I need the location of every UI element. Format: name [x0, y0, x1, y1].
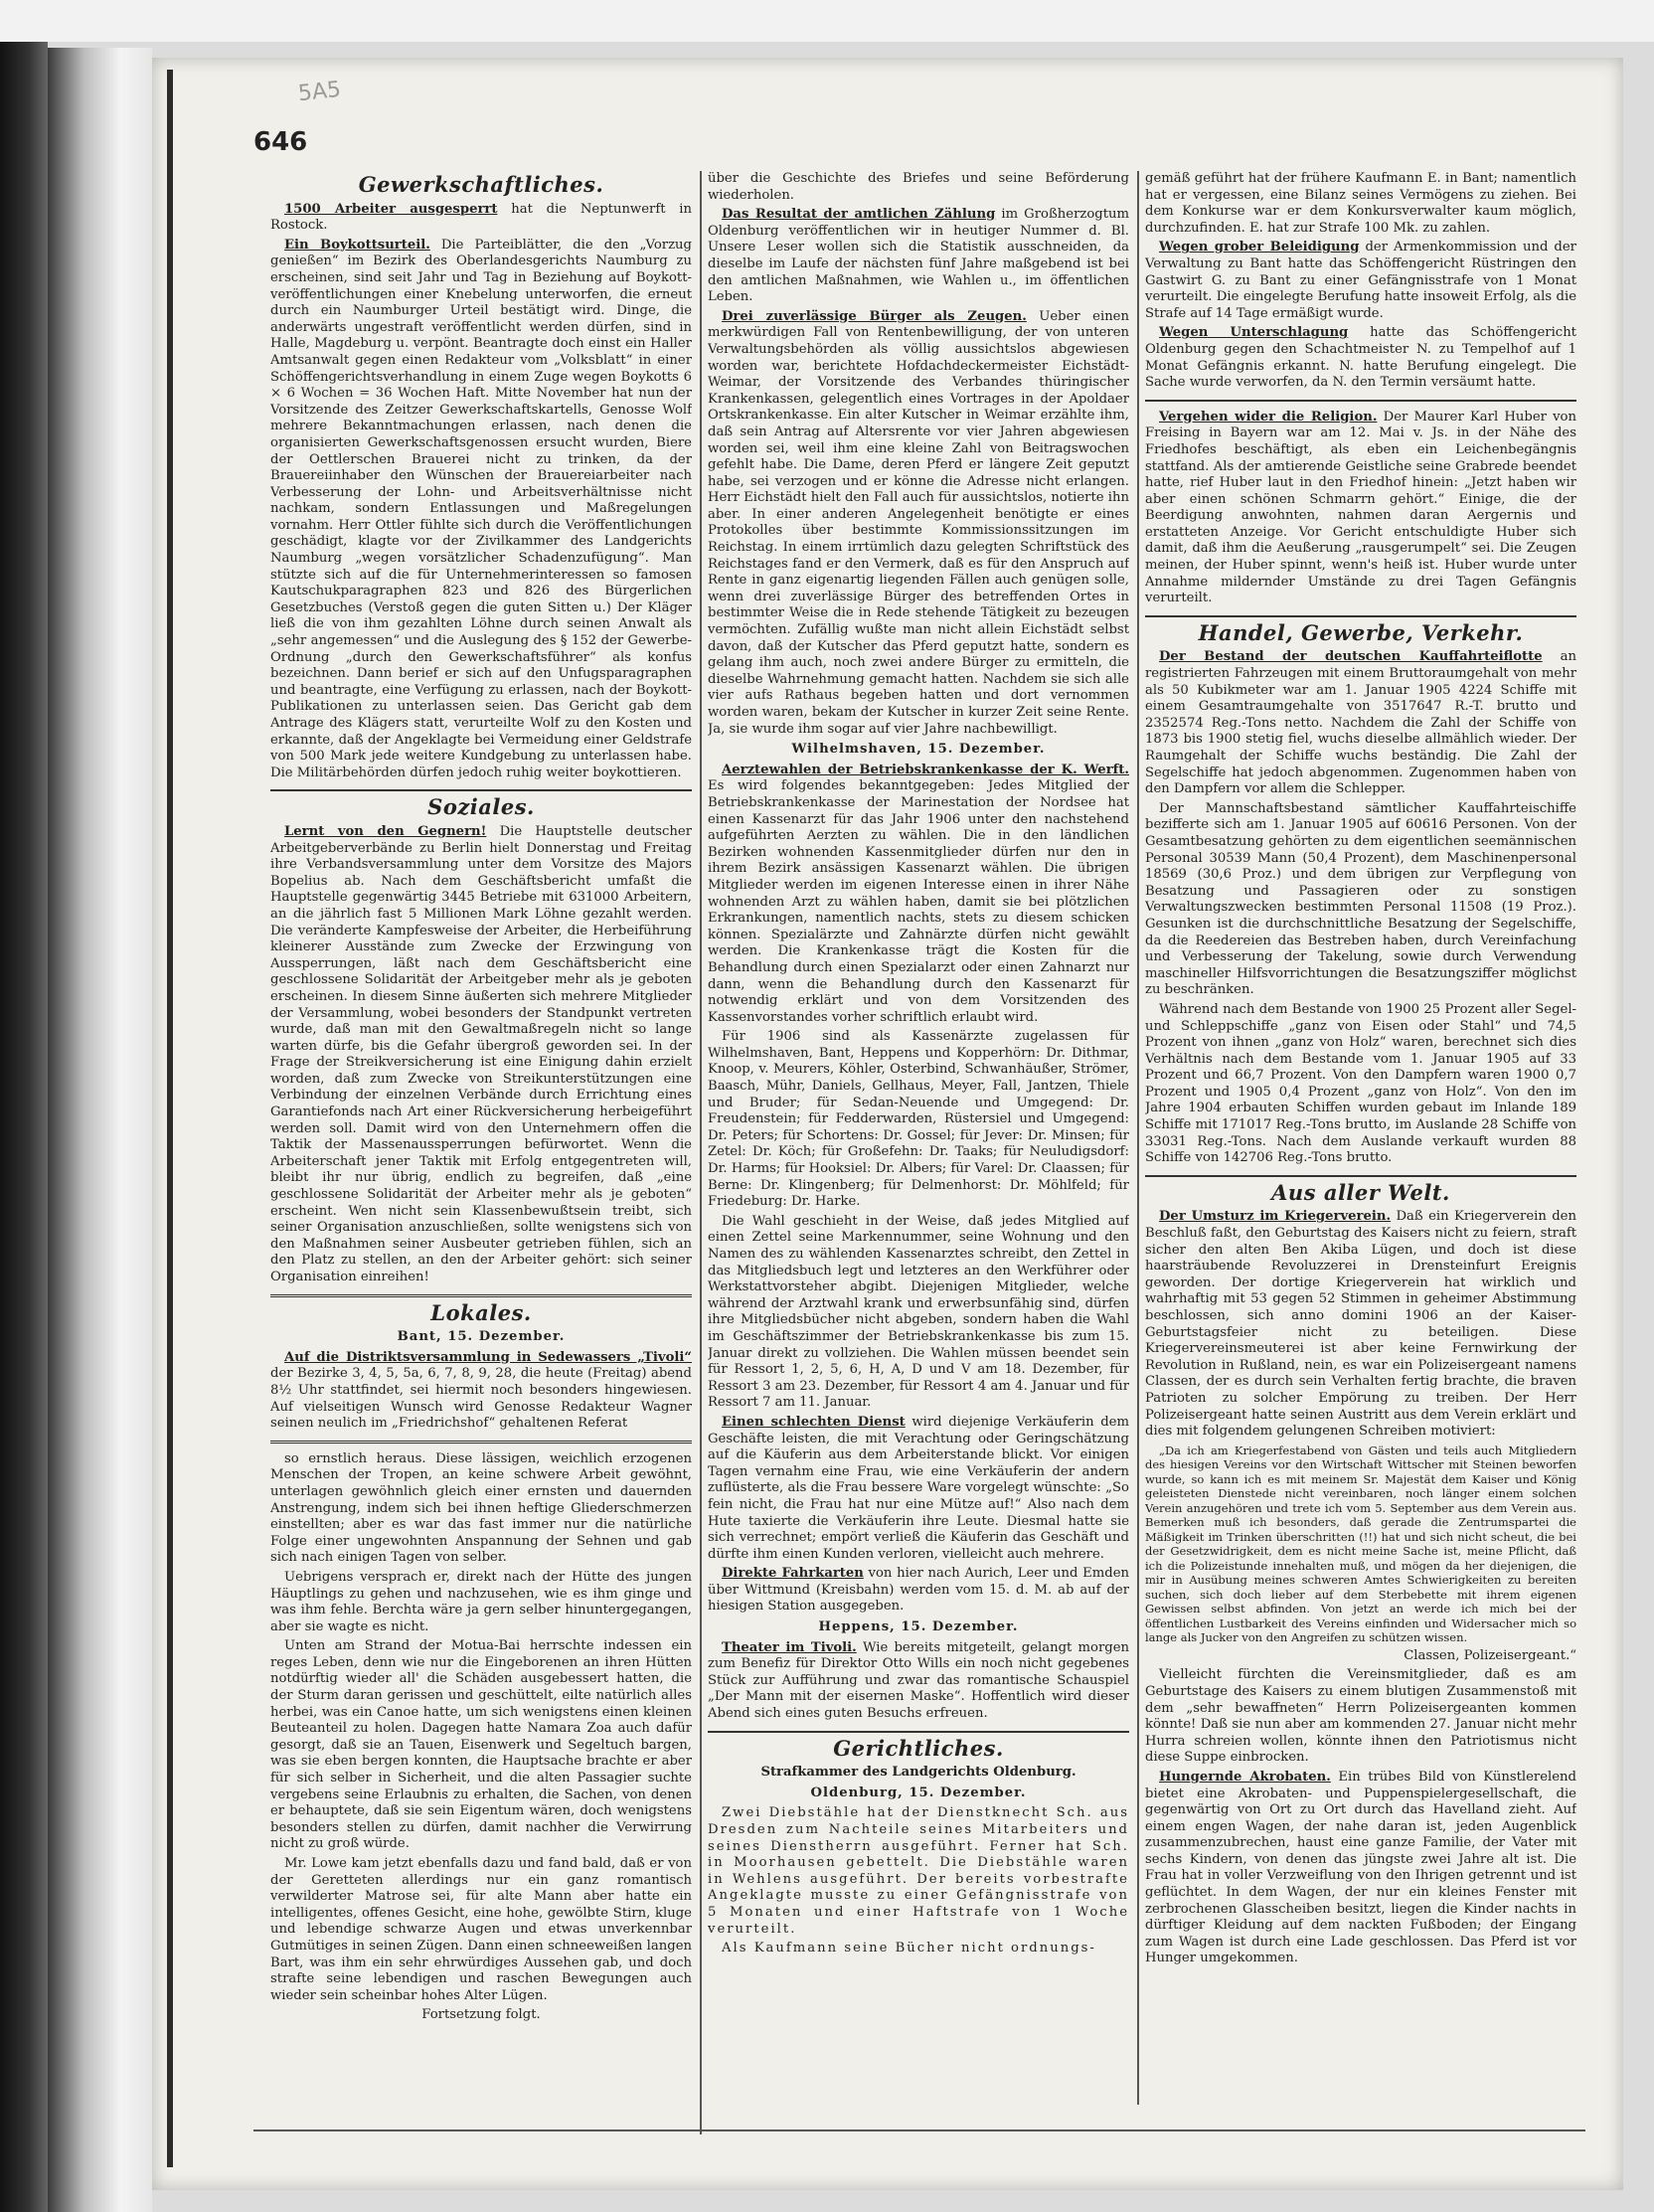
article-text: Ueber einen merkwürdigen Fall von Rentenbewilligung, der von unteren Verwaltungsbehörden als völlig aussichtslos abgewiesen worden war, berichtete Hofdachdeckermeister Eichstädt-Weimar, der Vorsitzende des Verbandes thüringischer Krankenkassen, gelegentlich eines Vortrages in der Apoldaer Ortskrankenkasse. Ein alter Kutscher in Weimar erzählte ihm, daß sein Antrag auf Altersrente vor vier Jahren abgewiesen worden sei, weil ihm eine kleine Zahl von Beitragswochen gefehlt habe. Die Dame, deren Pferd er längere Zeit geputzt habe, sei verzogen und er könne die Adresse nicht erlangen. Herr Eichstädt hielt den Fall auch für aussichtslos, notierte ihn aber. In einer anderen Angelegenheit benötigte er eines Protokolles über bestimmte Kommissionssitzungen im Reichstag. In einem irrtümlich dazu gelegten Schriftstück des Reichstages fand er den Vermerk, daß es für den Anspruch auf Rente in ganz eigenartig liegenden Fällen auch genügen solle, wenn drei zuverlässige Bürger des betreffenden Ortes in bestimmter Weise die in Rede stehende Tätigkeit zu bezeugen vermöchten. Zufällig wußte man nicht allein Eichstädt selbst davon, daß der Kutscher das Pferd geputzt hatte, sondern es gelang ihm auch, noch zwei andere Bürger zu ermitteln, die dieselbe Wahrnehmung gemacht hatten. Nachdem sie sich alle vier aufs Rathaus begeben hatten und dort vernommen worden waren, bekam der Kutscher in kurzer Zeit seine Rente. Ja, sie wurde ihm sogar auf vier Jahre nachbewilligt. — [708, 308, 1129, 737]
article-schlechter-dienst — [708, 1415, 1129, 1563]
article-kriegerverein — [1145, 1209, 1576, 1440]
section-divider — [1145, 615, 1576, 617]
article-text: Der Mannschaftsbestand sämtlicher Kauffahrteischiffe bezifferte sich am 1. Januar 1905 auf 60616 Personen. Von der Gesamtbesatzung gehörten zu dem eigentlichen seemännischen Personal 30539 Mann (50,4 Prozent), dem Maschinenpersonal 18569 (30,6 Proz.) und dem übrigen zur Verpflegung von Besatzung und Passagieren oder zu sonstigen Verwaltungszwecken bestimmten Personal 11508 (19 Proz.). Gesunken ist die durchschnittliche Besatzung der Segelschiffe, da die Reedereien das Bestreben haben, durch Vereinfachung und Verbesserung der Takelung, sowie durch Verwendung maschineller Hilfsvorrichtungen die Besatzungsziffer möglichst zu beschränken. — [1145, 800, 1576, 998]
article-lernt-von-den-gegnern — [270, 824, 692, 1286]
article-theater — [708, 1640, 1129, 1723]
top-strip — [0, 0, 1654, 42]
article-akrobaten — [1145, 1770, 1576, 1967]
article-kicker: Einen schlechten Dienst — [722, 1414, 906, 1430]
article-kicker: Wegen grober Beleidigung — [1159, 240, 1360, 255]
article-kicker: Auf die Distriktsversammlung in Sedewassers „Tivoli“ — [284, 1349, 692, 1365]
section-divider — [270, 789, 692, 791]
dateline-oldenburg: Oldenburg, 15. Dezember. — [810, 1785, 1027, 1800]
article-kicker: Das Resultat der amtlichen Zählung — [722, 207, 996, 223]
section-title-gewerkschaftliches: Gewerkschaftliches. — [358, 172, 604, 197]
article-fahrkarten — [708, 1566, 1129, 1616]
section-divider — [1145, 1175, 1576, 1177]
feuilleton-divider — [270, 1441, 692, 1444]
scan-left-shadow — [0, 42, 48, 2212]
dateline-heppens: Heppens, 15. Dezember. — [818, 1619, 1019, 1635]
article-diebstaehle: Zwei Diebstähle hat der Dienstknecht Sch. aus Dresden zum Nachteile seines Mitarbeiters und seines Dienstherrn ausgeführt. Ferner hat Sch. in Moorhausen gebettelt. Die Diebstähle waren in Wehlens ausgeführt. Der bereits vorbestrafte Angeklagte musste zu einer Gefängnisstrafe von 5 Monaten und einer Haftstrafe von 1 Woche verurteilt. — [708, 1805, 1129, 1937]
section-title-lokales: Lokales. — [430, 1299, 532, 1325]
article-kicker: Ein Boykottsurteil. — [284, 237, 430, 253]
article-text: hat die Neptunwerft in Rostock. — [270, 201, 692, 234]
article-text: Die Wahl geschieht in der Weise, daß jedes Mitglied auf einen Zettel seine Markennummer, seine Wohnung und den Namen des zu wählenden Kassenarztes schreibt, den Zettel in das Mitgliedsbuch legt und letzteres an den Werkführer oder Werkstattvorsteher abgibt. Diejenigen Mitglieder, welche während der Arztwahl krank und erwerbsunfähig sind, dürfen ihre Mitgliedsbücher nicht abgeben, sondern haben die Wahl im Geschäftszimmer der Betriebskrankenkasse bis zum 15. Januar direkt zu vollziehen. Die Wahlen müssen beendet sein für Ressort 1, 2, 5, 6, H, A, D und V am 18. Dezember, für Ressort 3 am 23. Dezember, für Ressort 4 am 4. Januar und für Ressort 7 am 11. Januar. — [708, 1213, 1129, 1411]
section-title-gerichtliches: Gerichtliches. — [833, 1735, 1004, 1761]
dateline-wilhelmshaven: Wilhelmshaven, 15. Dezember. — [791, 742, 1046, 758]
article-text: Daß ein Kriegerverein den Beschluß faßt, den Geburtstag des Kaisers nicht zu feiern, straft sicher den alten Ben Akiba Lügen, und doch ist diese haarsträubende Revoluzzerei in Drensteinfurt Ereignis geworden. Der dortige Kriegerverein hat wirklich und wahrhaftig mit 53 gegen 52 Stimmen in geheimer Abstimmung beschlossen, sich anno domini 1906 an der Kaiser-Geburtstagsfeier nicht zu beteiligen. Diese Kriegervereinsmeuterei ist aber keine Fernwirkung der Revolution in Rußland, nein, es war ein Polizeisergeant namens Classen, der es durch sein Verhalten fertig brachte, die braven Patrioten zu solcher Empörung zu treiben. Der Herr Polizeisergeant hatte seinen Austritt aus dem Verein erklärt und dies mit folgendem gelungenen Schreiben motiviert: — [1145, 1209, 1576, 1440]
article-kicker: Lernt von den Gegnern! — [284, 823, 487, 839]
article-kaufmann: Als Kaufmann seine Bücher nicht ordnungs- — [722, 1941, 1096, 1957]
article-text: hatte das Schöffengericht Oldenburg gegen den Schachtmeister N. zu Tempelhof auf 1 Monat Gefängnis erkannt. N. hatte Berufung eingelegt. Die Sache wurde verworfen, da N. den Termin versäumt hatte. — [1145, 325, 1576, 391]
article-zaehlung — [708, 207, 1129, 306]
article-kicker: Theater im Tivoli. — [722, 1639, 857, 1655]
article-text: Der Maurer Karl Huber von Freising in Bayern war am 12. Mai v. Js. in der Nähe des Friedhofes beschäftigt, als eben ein Leichenbegängnis stattfand. Als der amtierende Geistliche seine Grabrede beendet hatte, rief Huber laut in den Friedhof hinein: „Jetzt haben wir aber einen schönen Schmarrn gehört.“ Einige, die der Beerdigung anwohnten, nahmen daran Aergernis und erstatteten Anzeige. Vor Gericht entschuldigte Huber sich damit, daß ihm die Aeußerung „rausgerumpelt“ sei. Die Zeugen meinen, der Huber spinnt, wenn's heiß ist. Huber wurde unter Annahme mildernder Umstände zu drei Tagen Gefängnis verurteilt. — [1145, 409, 1576, 606]
article-religion — [1145, 410, 1576, 607]
continuation-note: Fortsetzung folgt. — [421, 2007, 541, 2023]
article-kicker: Aerztewahlen der Betriebskrankenkasse der K. Werft. — [722, 762, 1129, 777]
article-text: an registrierten Fahrzeugen mit einem Bruttoraumgehalt von mehr als 50 Kubikmeter war am 1. Januar 1905 4224 Schiffe mit einem Gesamtraumgehalte von 3517647 R.-T. brutto und 2352574 Reg.-Tons netto. Nachdem die Zahl der Schiffe von 1873 bis 1900 stetig fiel, wuchs dieselbe allmählich wieder. Der Raumgehalt der Schiffe wuchs beständig. Die Zahl der Segelschiffe hat jedoch abgenommen. Zugenommen haben von den Dampfern vor allem die Schlepper. — [1145, 649, 1576, 797]
article-kicker: Der Umsturz im Kriegerverein. — [1159, 1209, 1392, 1225]
court-subheading: Strafkammer des Landgerichts Oldenburg. — [760, 1765, 1076, 1781]
letter-signature: Classen, Polizeisergeant.“ — [1404, 1647, 1576, 1663]
article-unterschlagung — [1145, 325, 1576, 391]
dateline-bant: Bant, 15. Dezember. — [397, 1329, 566, 1345]
section-divider — [1145, 400, 1576, 402]
article-kicker: 1500 Arbeiter ausgesperrt — [284, 201, 498, 217]
column-3 — [1145, 171, 1576, 2120]
library-stamp: 5A5 — [296, 77, 343, 107]
article-text: Die Parteiblätter, die den „Vorzug genießen“ im Bezirk des Oberlandesgerichts Naumburg zu erscheinen, sind seit Jahr und Tag in Beziehung auf Boykott-veröffentlichungen einer Knebelung unterworfen, die erneut durch ein Naumburger Urteil bestätigt wird. Dinge, die anderwärts ungestraft veröffentlicht werden dürfen, sind in Halle, Magdeburg u. verpönt. Beantragte doch einst ein Haller Amtsanwalt gegen einen Redakteur vom „Volksblatt“ in einer Schöffengerichtsverhandlung in einem Zuge wegen Boykotts 6 × 6 Wochen = 36 Wochen Haft. Mitte November hat nun der Vorsitzende des Zeitzer Gewerkschaftskartells, Genosse Wolf mehrere Bekanntmachungen erlassen, nach denen die organisierten Gewerkschaftsgenossen ersucht wurden, Biere der Oettlerschen Brauerei nicht zu trinken, da der Brauereiinhaber den Wünschen der Brauereiarbeiter nach Verbesserung der Lohn- und Arbeitsverhältnisse nicht nachkam, sondern Entlassungen und Maßregelungen vornahm. Herr Ottler fühlte sich durch die Veröffentlichungen geschädigt, klagte vor der Zivilkammer des Landgerichts Naumburg „wegen vorsätzlicher Schadenzufügung“. Man stützte sich auf die für Unternehmerinteressen so famosen Kautschukparagraphen 823 und 826 des Bürgerlichen Gesetzbuches (Verstoß gegen die guten Sitten u.) Der Kläger ließ die von ihm gezahlten Löhne durch seinen Anwalt als „sehr angemessen“ und die Auslegung des § 152 der Gewerbe-Ordnung „durch den Gewerkschaftsführer“ als konfus bezeichnen. Dann berief er sich auf den Unfugsparagraphen und beantragte, eine Verfügung zu erlassen, nach der Boykott-Publikationen zu unterlassen seien. Das Gericht gab dem Antrage des Klägers statt, verurteilte Wolf zu den Kosten und erkannte, daß der Angeklagte bei Vermeidung einer Geldstrafe von 500 Mark jede weitere Kundgebung zu unterlassen habe. Die Militärbehörden dürfen jedoch ruhig weiter boykottieren. — [270, 237, 692, 780]
column-1 — [270, 171, 692, 2120]
article-text: Vielleicht fürchten die Vereinsmitglieder, daß es am Geburtstage des Kaisers zu einem blutigen Zusammenstoß mit dem „sehr bewaffneten“ Herrn Polizeisergeanten kommen könnte! Daß sie nun aber am kommenden 27. Januar nicht mehr Hurra schreien wollen, könnte ihnen den Patriotismus nicht diese Suppe einbrocken. — [1145, 1667, 1576, 1766]
feuilleton-paragraph: Uebrigens versprach er, direkt nach der Hütte des jungen Häuptlings zu gehen und nachzusehen, wie es ihm ginge und was ihm fehle. Berchta wäre ja gern selber hinuntergegangen, aber sie wagte es nicht. — [270, 1569, 692, 1634]
article-kicker: Wegen Unterschlagung — [1159, 325, 1349, 341]
section-divider — [270, 1294, 692, 1297]
article-text: Die Hauptstelle deutscher Arbeitgeberverbände zu Berlin hielt Donnerstag und Freitag ihre Verbandsversammlung unter dem Vorsitze des Majors Bopelius ab. Nach dem Geschäftsbericht umfaßt die Hauptstelle gegenwärtig 3445 Betriebe mit 631000 Arbeitern, an die jährlich fast 5 Millionen Mark Löhne gezahlt werden. Die veränderte Kampfesweise der Arbeiter, die Herbeiführung kleinerer Ausstände zum Zwecke der Erzwingung von Aussperrungen, läßt nach dem Geschäftsbericht eine geschlossene Solidarität der Arbeitgeber mehr als je geboten erscheinen. In diesem Sinne äußerten sich mehrere Mitglieder der Versammlung, wobei besonders der Standpunkt vertreten wurde, daß man mit den Gewaltmaßregeln nicht so lange warten dürfe, bis die Gefahr übergroß geworden sei. In der Frage der Streikversicherung ist eine Einigung dahin erzielt worden, daß zum Zwecke von Streikunterstützungen eine Verbindung der einzelnen Verbände durch Errichtung eines Garantiefonds nach Art einer Rückversicherung herbeigeführt werden soll. Damit wird von den Unternehmern offen die Taktik der Massenaussperrungen befürwortet. Wenn die Arbeiterschaft jener Taktik mit Erfolg entgegentreten will, bleibt ihr nur übrig, endlich zu begreifen, daß „eine geschlossene Solidarität der Arbeiter mehr als je geboten“ erscheint. Wen nicht sein Klassenbewußtsein treibt, sich seiner Organisation anzuschließen, sollte wenigstens sich von den Maßnahmen seiner Ausbeuter getrieben fühlen, sich an den Platz zu stellen, an den der Arbeiter gehört: sich seiner Organisation einreihen! — [270, 823, 692, 1284]
section-title-soziales: Soziales. — [427, 794, 535, 820]
article-text: wird diejenige Verkäuferin dem Geschäfte leisten, die mit Verachtung oder Geringschätzung auf die Käuferin aus dem Arbeiterstande blickt. Vor einigen Tagen vernahm eine Frau, wie eine Verkäuferin der andern zuflüsterte, als die Frau bessere Ware vorgelegt wünschte: „So fein nicht, die Frau hat nur eine Mütze auf!“ Also nach dem Hute taxierte die Verkäuferin ihre Leute. Diesmal hatte sie sich verrechnet; empört verließ die Käuferin das Geschäft und dürfte ihm einen Kunden verloren, vielleicht auch mehrere. — [708, 1414, 1129, 1562]
article-kicker: Hungernde Akrobaten. — [1159, 1769, 1331, 1785]
article-aerztewahlen — [708, 763, 1129, 1027]
article-text: im Großherzogtum Oldenburg veröffentlichen wir in heutiger Nummer d. Bl. Unsere Leser wollen sich die Statistik ausschneiden, da dieselbe im Laufe der nächsten fünf Jahre maßgebend ist bei den amtlichen Maßnahmen, wie Wahlen u., im öffentlichen Leben. — [708, 207, 1129, 305]
article-kicker: Der Bestand der deutschen Kauffahrteiflotte — [1159, 649, 1543, 665]
article-text: Ein trübes Bild von Künstlerelend bietet eine Akrobaten- und Puppenspielergesellschaft, die gegenwärtig von Ort zu Ort durch das Havelland zieht. Auf einem engen Wagen, der nahe daran ist, jeden Augenblick zusammenzubrechen, haust eine ganze Familie, der Vater mit sechs Kindern, von denen das jüngste zwei Jahre alt ist. Die Frau hat in voller Verzweiflung von den Ihrigen getrennt und ist geflüchtet. In dem Wagen, der nur ein kleines Fenster mit zerbrochenen Glasscheiben besitzt, liegen die Kinder nachts in dürftiger Kleidung auf dem nackten Fußboden; der Eingang zum Wagen ist durch eine Lade geschlossen. Das Pferd ist vor Hunger umgekommen. — [1145, 1769, 1576, 1966]
article-text: der Bezirke 3, 4, 5, 5a, 6, 7, 8, 9, 28, die heute (Freitag) abend 8½ Uhr stattfindet, sei hiermit noch besonders hingewiesen. Auf vielseitigen Wunsch wird Genosse Redakteur Wagner seinen neulich im „Friedrichshof“ gehaltenen Referat — [270, 1366, 692, 1432]
article-neptunwerft — [270, 202, 692, 235]
article-text: Wie bereits mitgeteilt, gelangt morgen zum Benefiz für Direktor Otto Wills ein noch nicht gegebenes Stück zur Aufführung und zwar das romantische Schauspiel „Der Mann mit der eisernen Maske“. Hoffentlich wird dieser Abend sich eines guten Besuchs erfreuen. — [708, 1639, 1129, 1722]
article-text: der Armenkommission und der Verwaltung zu Bant hatte das Schöffengericht Rüstringen den Gastwirt G. zu Bant zu einer Gefängnisstrafe von 1 Monat verurteilt. Die eingelegte Berufung hatte insoweit Erfolg, als die Strafe auf 14 Tage ermäßigt wurde. — [1145, 240, 1576, 321]
article-text: von hier nach Aurich, Leer und Emden über Wittmund (Kreisbahn) werden vom 15. d. M. ab auf der hiesigen Station ausgegeben. — [708, 1566, 1129, 1615]
article-text: Für 1906 sind als Kassenärzte zugelassen für Wilhelmshaven, Bant, Heppens und Kopperhörn: Dr. Dithmar, Knoop, v. Meurers, Köhler, Osterbind, Schwanhäußer, Strömer, Baasch, Mühr, Daniels, Gellhaus, Meyer, Fall, Jantzen, Thiele und Bruder; für Sedan-Neuende und Umgegend: Dr. Freudenstein; für Fedderwarden, Rüstersiel und Umgegend: Dr. Peters; für Schortens: Dr. Gossel; für Jever: Dr. Minsen; für Zetel: Dr. Köch; für Großefehn: Dr. Taaks; für Neuludigsdorf: Dr. Harms; für Hooksiel: Dr. Albers; für Varel: Dr. Claassen; für Berne: Dr. Klingenberg; für Delmenhorst: Dr. Möhlfeld; für Friedeburg: Dr. Harke. — [708, 1029, 1129, 1210]
feuilleton-paragraph: so ernstlich heraus. Diese lässigen, weichlich erzogenen Menschen der Tropen, an keine schwere Arbeit gewöhnt, unterlagen gewöhnlich gleich einer ernsten und dauernden Anstrengung, indem sich bei ihnen heftige Gliederschmerzen einstellten; aber es war das fast immer nur die natürliche Folge einer ungewohnten Anspannung der Sehnen und gab sich nach einigen Tagen von selber. — [270, 1450, 692, 1566]
article-kicker: Direkte Fahrkarten — [722, 1566, 864, 1582]
page-number: 646 — [253, 127, 308, 157]
article-drei-buerger — [708, 309, 1129, 738]
scan-binding — [48, 48, 152, 2212]
column-2 — [708, 171, 1129, 2159]
column-rule-1 — [700, 171, 702, 2134]
article-kauffahrteiflotte — [1145, 649, 1576, 797]
section-divider — [708, 1731, 1129, 1733]
quoted-letter: „Da ich am Kriegerfestabend von Gästen und teils auch Mitgliedern des hiesigen Vereins vor den Wirtschaft Wittscher mit Steinen beworfen wurde, so kann ich es mit meinem Sr. Majestät dem Kaiser und König geleisteten Dienstede nicht vereinbaren, noch länger einem solchen Verein anzugehören und trete ich vom 5. September aus dem Verein aus. Bemerken muß ich besonders, daß gerade die Zentrumspartei die Mäßigkeit im Trinken überschritten (!!) hat und sich nicht scheut, die bei der Gesetzwidrigkeit, dem es nicht meine Sache ist, meine Pflicht, daß ich die Polizeistunde innehalten muß, und mögen da her diejenigen, die mir in Ausübung meines schweren Amtes Schwierigkeiten zu bereiten suchen, sich doch lieber auf dem Sterbebette mit ihrem eigenen Gewissen selbst abfinden. Von jetzt an werde ich mich bei der öffentlichen Lustbarkeit des Vereins einfinden und Widersacher mich so lange als Jucker von den Angreifen zu schützen wissen. — [1145, 1443, 1576, 1645]
article-text: Es wird folgendes bekanntgegeben: Jedes Mitglied der Betriebskrankenkasse der Marinestation der Nordsee hat einen Kassenarzt für das Jahr 1906 unter den nachstehend aufgeführten Aerzten zu wählen. Die in den ländlichen Bezirken wohnenden Kassenmitglieder dürfen nur den in ihrem Bezirk ansässigen Kassenarzt wählen. Die übrigen Mitglieder werden im eigenen Interesse einen in ihrer Nähe wohnenden Arzt zu wählen haben, damit sie bei plötzlichen Erkrankungen, namentlich nachts, stets zu diesem schicken können. Spezialärzte und Zahnärzte dürfen nicht gewählt werden. Die Krankenkasse trägt die Kosten für die Behandlung durch einen Spezialarzt oder einen Zahnarzt nur dann, wenn die Behandlung durch den Kassenarzt für notwendig erklärt und von dem Vorsitzenden des Kassenvorstandes vorher schriftlich erlaubt wird. — [708, 778, 1129, 1025]
article-kicker: Drei zuverlässige Bürger als Zeugen. — [722, 308, 1027, 324]
feuilleton-paragraph: Unten am Strand der Motua-Bai herrschte indessen ein reges Leben, denn wie nur die Eingeborenen an ihren Hütten notdürftig wieder all' die Schäden ausgebessert hatten, die der Sturm daran gerissen und geschüttelt, eilte natürlich alles herbei, was ein Canoe hatte, um sich wenigstens einen kleinen Beuteanteil zu holen. Dagegen hatte Namara Zoa auch dafür gesorgt, daß sie an Tauen, Eisenwerk und Segeltuch bargen, was sie eben bergen konnten, die Hauptsache brachte er aber für sich selber in Sicherheit, und die alten Passagier suchte vergebens seine Erlaubnis zu erhalten, die Sachen, von denen er behauptete, daß sie sein Eigentum wären, doch wenigstens besonders stellen zu dürfen, damit nachher die Verwirrung nicht zu groß würde. — [270, 1638, 692, 1852]
article-kicker: Vergehen wider die Religion. — [1159, 409, 1378, 425]
page-left-border — [167, 70, 173, 2167]
article-continuation: über die Geschichte des Briefes und seine Beförderung wiederholen. — [708, 171, 1129, 203]
article-text: Während nach dem Bestande von 1900 25 Prozent aller Segel- und Schleppschiffe „ganz von Eisen oder Stahl“ und 74,5 Prozent von ihnen „ganz von Holz“ waren, berechnet sich dies Verhältnis nach dem Bestande vom 1. Januar 1905 auf 33 Prozent und 66,7 Prozent. Von den Dampfern waren 1900 0,7 Prozent und 1905 0,4 Prozent „ganz von Holz“. Von den im Jahre 1904 erbauten Schiffen wurden gebaut im Inlande 189 Schiffe mit 171017 Reg.-Tons brutto, im Auslande 28 Schiffe von 33031 Reg.-Tons. Nach dem Auslande verkauft wurden 88 Schiffe von 142706 Reg.-Tons brutto. — [1145, 1001, 1576, 1166]
column-rule-2 — [1137, 171, 1139, 2105]
article-boykottsurteil — [270, 238, 692, 782]
article-continuation: gemäß geführt hat der frühere Kaufmann E. in Bant; namentlich hat er vergessen, eine Bilanz seines Vermögens zu ziehen. Bei dem Konkurse war er dem Konkursverwalter kaum möglich, durchzufinden. E. hat zur Strafe 100 Mk. zu zahlen. — [1145, 171, 1576, 236]
feuilleton-paragraph: Mr. Lowe kam jetzt ebenfalls dazu und fand bald, daß er von der Geretteten allerdings nur ein ganz romantisch verwilderter Matrose sei, für alte Mann aber hatte ein intelligentes, offenes Gesicht, eine hohe, gewölbte Stirn, kluge und lebendige schwarze Augen und etwas unverkennbar Gutmütiges in seinen Zügen. Dann einen schneeweißen langen Bart, was ihm ein sehr ehrwürdiges Aussehen gab, und doch strafte seine lebendigen und raschen Bewegungen auch wieder sein scheinbar hohes Alter Lügen. — [270, 1856, 692, 2003]
section-title-handel: Handel, Gewerbe, Verkehr. — [1198, 619, 1524, 645]
section-title-aus-aller-welt: Aus aller Welt. — [1271, 1179, 1450, 1205]
article-beleidigung — [1145, 240, 1576, 322]
article-distriktsversammlung — [270, 1350, 692, 1433]
